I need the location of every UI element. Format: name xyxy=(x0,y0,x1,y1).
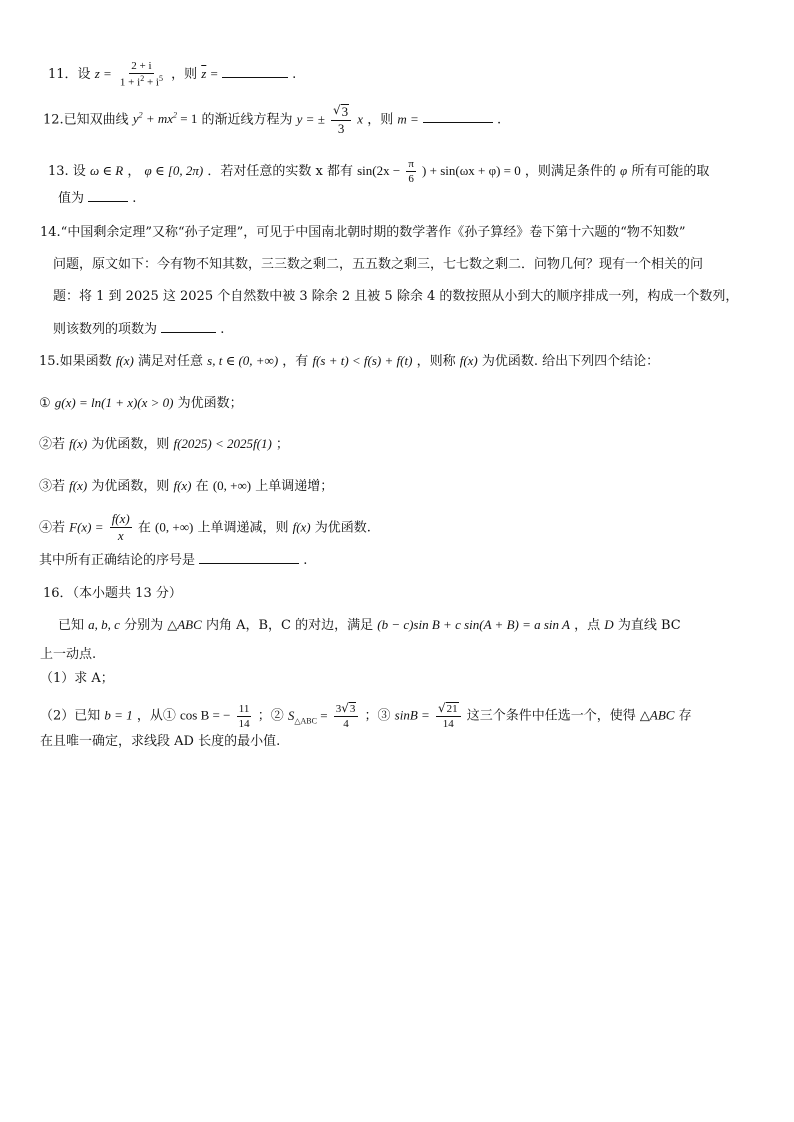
q16-sub2-d: ；③ xyxy=(364,708,391,724)
q16-paragraph-1 xyxy=(58,618,681,632)
q14-line3: 题：将 1 到 2025 这 2025 个自然数中被 3 除余 2 且被 5 除余 4 的数按照从小到大的顺序排成一列，构成一个数列， xyxy=(53,289,739,304)
q15-conclusion-3 xyxy=(39,479,333,493)
q16-cos-den: 14 xyxy=(238,717,250,730)
q16-equation: (b − c)sin B + c sin(A + B) = a sin A xyxy=(377,617,570,632)
q16-cos-num: 11 xyxy=(237,703,252,717)
q12-fraction: √ 3 3 xyxy=(331,103,351,137)
q12-frac-den: 3 xyxy=(337,121,345,137)
q15-c4-frac-den: x xyxy=(117,528,124,544)
q16-sub2-b: ，从① xyxy=(136,708,176,724)
q13-mid: ．若对任意的实数 x 都有 xyxy=(207,164,358,180)
q12-m-eq: m = xyxy=(397,111,419,127)
q15-c2-text-a: 为优函数，则 xyxy=(91,437,174,452)
q15-st: s, t ∈ (0, +∞) xyxy=(207,353,279,368)
q16-b-eq-1: b = 1 xyxy=(104,707,133,723)
q13-frac-num: π xyxy=(406,158,416,172)
q12-mid2: ，则 xyxy=(367,112,398,128)
q11-prefix: 11．设 xyxy=(48,66,95,82)
q15-c3-fx: f(x) xyxy=(69,478,88,493)
q15-fx-2: f(x) xyxy=(459,353,478,368)
q12-answer-blank[interactable] xyxy=(423,111,493,123)
q16-sin-den: 14 xyxy=(442,718,454,731)
q16-sub2-e: 这三个条件中任选一个，使得 xyxy=(466,708,636,724)
q16-sub2-a: （2）已知 xyxy=(40,708,101,724)
q13-tail: 所有可能的取 xyxy=(631,164,710,180)
q13-omega: ω ∈ R xyxy=(89,163,124,179)
q11-suffix: . xyxy=(292,66,297,82)
q15-c4-mark: ④若 xyxy=(39,520,70,536)
q15-fx: f(x) xyxy=(115,353,134,368)
q12-suffix: . xyxy=(497,112,502,128)
q13-answer-blank[interactable] xyxy=(88,190,128,202)
q13-mid2: ，则满足条件的 xyxy=(524,164,616,180)
q15-c3-text-c: 上单调递增； xyxy=(255,479,334,494)
q15-conclusion-4 xyxy=(39,512,371,544)
q12-mid: 的渐近线方程为 xyxy=(201,112,297,128)
q15-conclusion-1 xyxy=(39,396,243,410)
q15-c3-mark: ③若 xyxy=(39,479,70,494)
q13-phi: φ ∈ [0, 2π) xyxy=(144,163,204,179)
q12-y-eq: y = ± xyxy=(296,111,325,127)
question-12 xyxy=(43,103,501,137)
q14-line2: 问题，原文如下：今有物不知其数，三三数之剩二，五五数之剩三，七七数之剩二．问物几何？现有一个相关的问 xyxy=(53,257,704,272)
q16-area-fraction: 3 √ 3 4 xyxy=(334,702,359,730)
q11-zbar: $\overline{z}$ xyxy=(201,65,207,81)
q13-suffix: . xyxy=(132,191,137,206)
q16-header: 16．（本小题共 13 分） xyxy=(43,586,182,601)
q12-frac-num: 3 xyxy=(341,104,349,119)
question-13 xyxy=(48,158,709,185)
q15-c4-text-a: 在 xyxy=(137,520,151,536)
q16-cosB: cos B = − xyxy=(180,707,231,723)
q15-conclusion-2 xyxy=(39,437,289,451)
q15-c4-F: F(x) = xyxy=(69,519,104,535)
q15-ask xyxy=(39,552,307,567)
q16-sub2-f: 存 xyxy=(678,708,692,724)
q13-sin-b: ) + sin(ωx + φ) = 0 xyxy=(422,163,521,179)
q15-c3-fx-2: f(x) xyxy=(173,478,192,493)
q16-p1-d: ，点 xyxy=(574,618,601,633)
q13-prefix: 13. 设 xyxy=(48,164,90,180)
q15-intro-b: 满足对任意 xyxy=(138,354,204,369)
q15-c1-expr: g(x) = ln(1 + x)(x > 0) xyxy=(54,395,174,410)
q15-inequality: f(s + t) < f(s) + f(t) xyxy=(312,353,413,368)
q13-line2: 值为 xyxy=(58,191,85,206)
q16-p1-a: 已知 xyxy=(58,618,85,633)
q16-sinB: sinB = xyxy=(394,707,430,723)
question-15 xyxy=(39,354,659,368)
q12-prefix: 12.已知双曲线 xyxy=(43,112,133,128)
q16-p1-b: 分别为 xyxy=(124,618,164,633)
q13-frac-den: 6 xyxy=(408,173,414,186)
q15-intro-e: 为优函数. 给出下列四个结论： xyxy=(481,354,660,369)
q16-triangle: △ABC xyxy=(167,617,202,632)
q16-p1-c: 内角 A，B，C 的对边，满足 xyxy=(205,618,374,633)
q15-answer-blank[interactable] xyxy=(199,552,299,564)
q15-suffix: . xyxy=(303,553,308,568)
q16-sub2-c: ；② xyxy=(257,708,284,724)
q15-c4-interval: (0, +∞) xyxy=(155,519,194,535)
q11-frac-num: 2 + i xyxy=(129,60,153,74)
q15-intro-c: ，有 xyxy=(282,354,313,369)
q15-ask-text: 其中所有正确结论的序号是 xyxy=(39,553,196,568)
q16-area: $S_{\triangle ABC}$ = xyxy=(287,707,328,726)
q15-c4-text-b: 上单调递减，则 xyxy=(197,520,293,536)
q15-c4-text-c: 为优函数. xyxy=(314,520,371,536)
q15-c1-mark: ① xyxy=(39,396,55,411)
q16-sub2 xyxy=(40,702,692,730)
q12-equation: $y^2 + mx^2 = 1$ xyxy=(132,110,198,127)
q11-z-eq: z = xyxy=(94,65,112,81)
q15-intro-d: ，则称 xyxy=(416,354,460,369)
q16-area-den: 4 xyxy=(343,718,349,731)
question-13-line2 xyxy=(58,190,136,205)
q11-frac-den: $1 + i^2 + i^5$ xyxy=(119,74,163,89)
q16-point-d: D xyxy=(604,617,614,632)
q13-phi2: φ xyxy=(620,163,628,179)
q15-c2-fx: f(x) xyxy=(69,436,88,451)
q16-cos-fraction xyxy=(237,703,252,730)
q11-eq: = xyxy=(210,65,218,81)
q15-c3-text-b: 在 xyxy=(195,479,209,494)
q16-abc: a, b, c xyxy=(88,617,120,632)
question-11 xyxy=(48,60,296,89)
q15-c2-text-b: ； xyxy=(275,437,289,452)
q12-x: x xyxy=(357,111,364,127)
q15-c3-text-a: 为优函数，则 xyxy=(91,479,174,494)
q13-sep: ， xyxy=(127,164,141,180)
q15-intro-a: 15.如果函数 xyxy=(39,354,116,369)
q16-sub1: （1）求 A； xyxy=(40,671,114,686)
q11-fraction xyxy=(118,60,165,89)
q16-p2: 上一动点. xyxy=(40,647,97,662)
q16-triangle-2: △ABC xyxy=(639,707,675,723)
q15-c1-text: 为优函数； xyxy=(177,396,243,411)
q15-c4-fx: f(x) xyxy=(292,519,311,535)
q15-c2-mark: ②若 xyxy=(39,437,70,452)
q16-sub2-g: 在且唯一确定，求线段 AD 长度的最小值. xyxy=(40,734,281,749)
question-14-line4 xyxy=(53,321,224,336)
q15-c2-expr: f(2025) < 2025f(1) xyxy=(173,436,272,451)
q16-sin-fraction: √ 21 14 xyxy=(436,702,461,730)
q15-c4-fraction xyxy=(110,512,132,544)
q11-mid: ，则 xyxy=(171,66,202,82)
q14-suffix: . xyxy=(220,322,225,337)
q14-answer-blank[interactable] xyxy=(161,321,216,333)
q16-p1-e: 为直线 BC xyxy=(617,618,681,633)
q11-answer-blank[interactable] xyxy=(222,66,288,78)
q13-sin-a: sin(2x − xyxy=(357,163,401,179)
q15-c3-interval: (0, +∞) xyxy=(212,478,252,493)
q14-line4: 则该数列的项数为 xyxy=(53,322,158,337)
q14-line1: 14.“中国剩余定理”又称“孙子定理”，可见于中国南北朝时期的数学著作《孙子算经》卷下第十六题的“物不知数” xyxy=(40,225,686,240)
q13-fraction xyxy=(406,158,416,185)
q15-c4-frac-num: f(x) xyxy=(110,512,132,528)
